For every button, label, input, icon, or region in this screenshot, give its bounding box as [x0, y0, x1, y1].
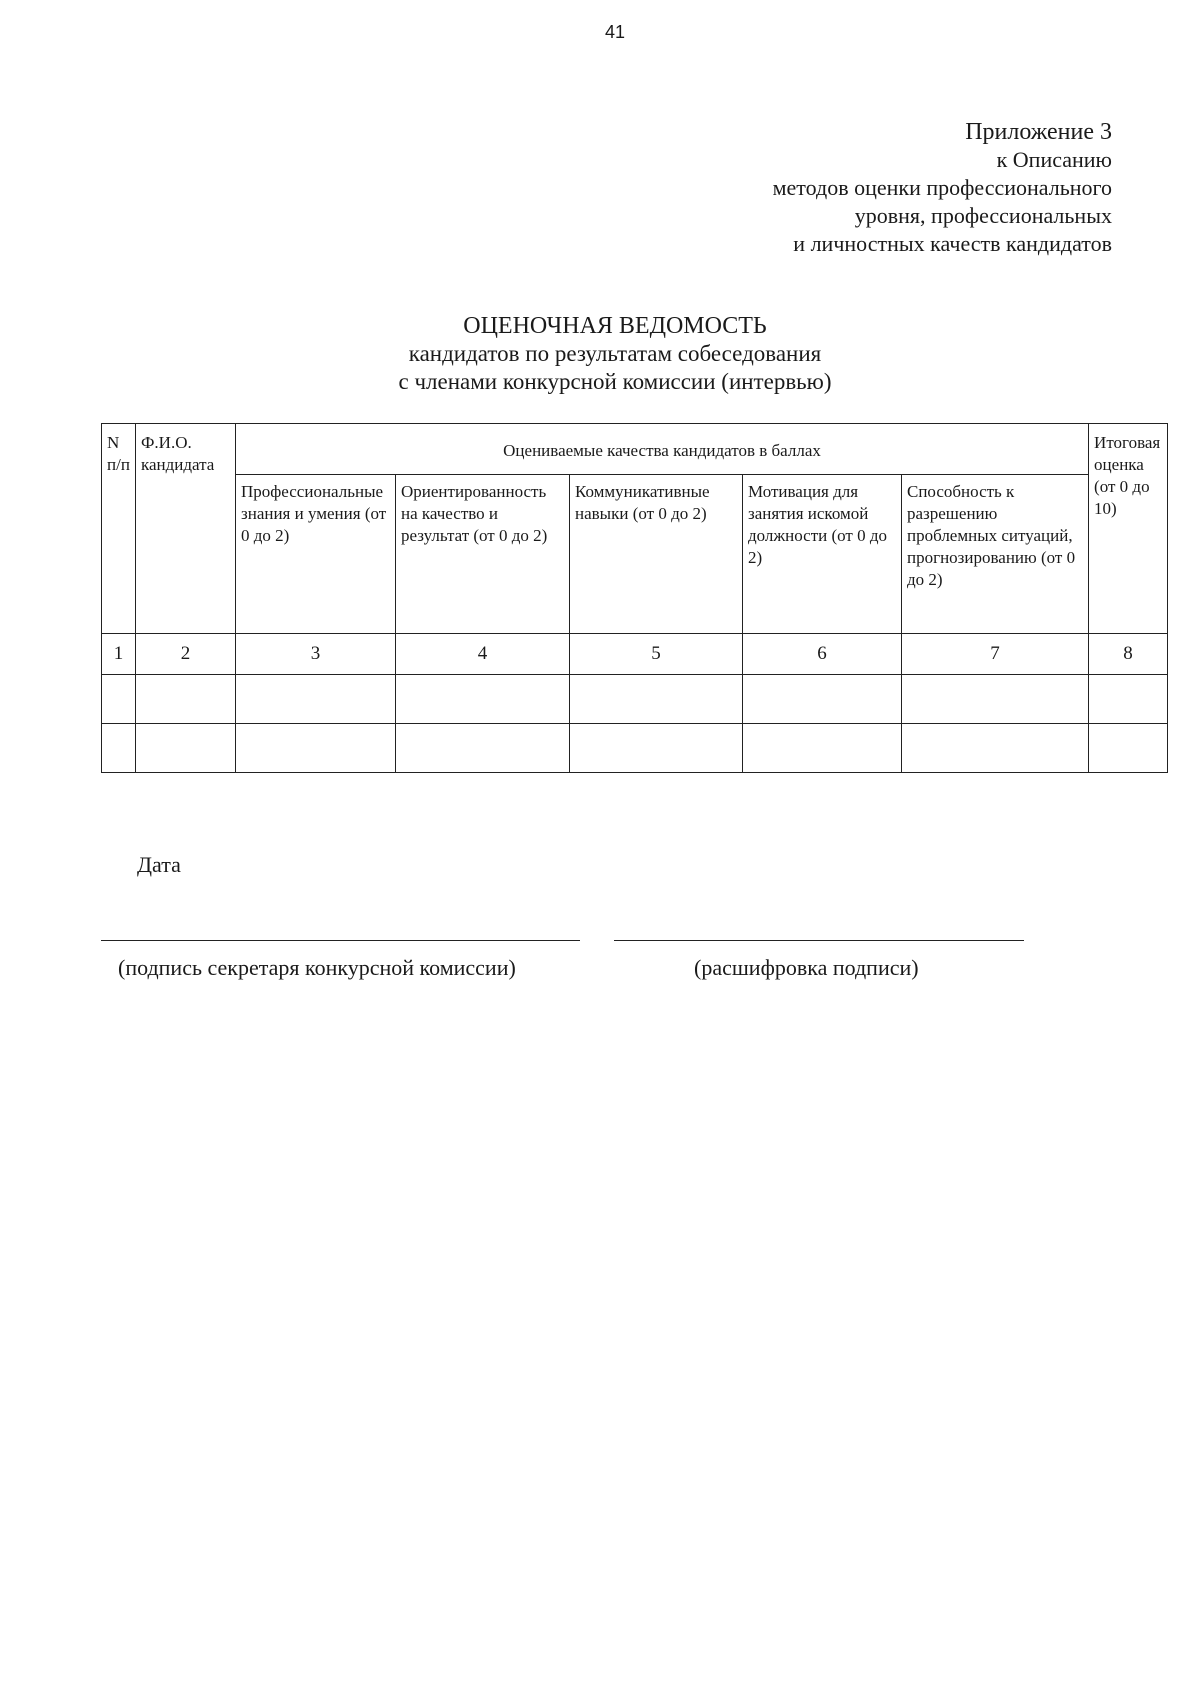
- signature-decoding-caption: (расшифровка подписи): [694, 955, 919, 980]
- empty-cell: [1089, 724, 1168, 773]
- empty-cell: [1089, 675, 1168, 724]
- header-criterion: Способность к разрешению проблемных ситуаций, прогнозированию (от 0 до 2): [902, 475, 1089, 634]
- empty-cell: [396, 675, 570, 724]
- title-main: ОЦЕНОЧНАЯ ВЕДОМОСТЬ: [463, 313, 767, 339]
- secretary-signature-caption: (подпись секретаря конкурсной комиссии): [118, 955, 516, 980]
- empty-cell: [102, 675, 136, 724]
- document-title: [0, 312, 1200, 396]
- appendix-line: и личностных качеств кандидатов: [793, 231, 1112, 256]
- header-criterion: Ориентированность на качество и результат (от 0 до 2): [396, 475, 570, 634]
- empty-cell: [902, 724, 1089, 773]
- secretary-signature-line: [101, 940, 580, 941]
- empty-cell: [743, 724, 902, 773]
- empty-cell: [236, 724, 396, 773]
- empty-cell: [396, 724, 570, 773]
- appendix-line: к Описанию: [996, 147, 1112, 172]
- header-criterion: Профессиональные знания и умения (от 0 до 2): [236, 475, 396, 634]
- column-number: 1: [102, 634, 136, 675]
- column-number: 2: [136, 634, 236, 675]
- column-number: 4: [396, 634, 570, 675]
- score-table: [101, 423, 1168, 773]
- empty-cell: [136, 675, 236, 724]
- column-numbers-row: [102, 634, 1168, 675]
- header-candidate-name: Ф.И.О. кандидата: [136, 424, 236, 634]
- page-number: 41: [604, 22, 626, 42]
- appendix-line: Приложение 3: [965, 119, 1112, 145]
- title-subtitle: с членами конкурсной комиссии (интервью): [398, 369, 832, 394]
- empty-cell: [743, 675, 902, 724]
- empty-cell: [570, 675, 743, 724]
- appendix-line: уровня, профессиональных: [854, 203, 1112, 228]
- header-criterion: Коммуникативные навыки (от 0 до 2): [570, 475, 743, 634]
- column-number: 6: [743, 634, 902, 675]
- empty-cell: [136, 724, 236, 773]
- header-number: N п/п: [102, 424, 136, 634]
- column-number: 3: [236, 634, 396, 675]
- empty-cell: [236, 675, 396, 724]
- column-number: 7: [902, 634, 1089, 675]
- header-criterion: Мотивация для занятия искомой должности (от 0 до 2): [743, 475, 902, 634]
- signature-decoding-line: [614, 940, 1024, 941]
- table-row: [102, 724, 1168, 773]
- header-total-score: Итоговая оценка (от 0 до 10): [1089, 424, 1168, 634]
- title-subtitle: кандидатов по результатам собеседования: [408, 341, 822, 366]
- empty-cell: [902, 675, 1089, 724]
- appendix-block: [773, 118, 1112, 258]
- empty-cell: [102, 724, 136, 773]
- table-row: [102, 675, 1168, 724]
- column-number: 8: [1089, 634, 1168, 675]
- date-label: Дата: [137, 852, 181, 877]
- appendix-line: методов оценки профессионального: [772, 175, 1112, 200]
- header-criteria-group: Оцениваемые качества кандидатов в баллах: [236, 424, 1089, 475]
- column-number: 5: [570, 634, 743, 675]
- empty-cell: [570, 724, 743, 773]
